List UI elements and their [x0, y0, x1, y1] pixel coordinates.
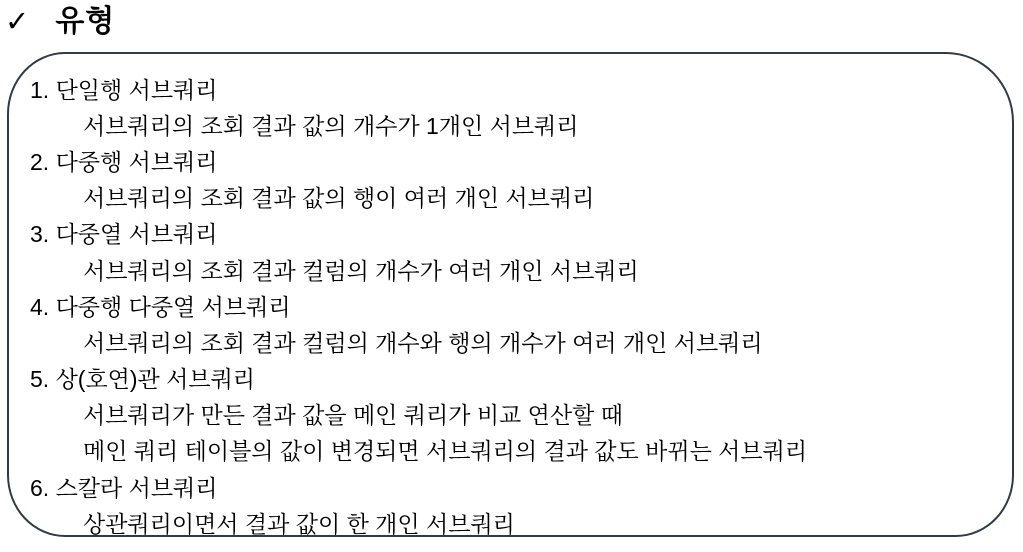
list-item-description: 서브쿼리의 조회 결과 값의 행이 여러 개인 서브쿼리	[83, 185, 595, 212]
list-item-label: 6. 스칼라 서브쿼리	[30, 474, 218, 501]
list-item-label: 1. 단일행 서브쿼리	[30, 76, 218, 103]
list-item-description: 메인 쿼리 테이블의 값이 변경되면 서브쿼리의 결과 값도 바뀌는 서브쿼리	[83, 438, 808, 465]
list-item-label: 2. 다중행 서브쿼리	[30, 148, 218, 175]
page-header	[5, 0, 115, 44]
list-item-description: 서브쿼리의 조회 결과 컬럼의 개수가 여러 개인 서브쿼리	[83, 257, 639, 284]
list-item-description: 서브쿼리가 만든 결과 값을 메인 쿼리가 비교 연산할 때	[83, 402, 623, 429]
list-item-label: 4. 다중행 다중열 서브쿼리	[30, 293, 291, 320]
list-item-description: 상관쿼리이면서 결과 값이 한 개인 서브쿼리	[83, 510, 515, 537]
list-item-description: 서브쿼리의 조회 결과 값의 개수가 1개인 서브쿼리	[83, 112, 579, 139]
check-icon: ✓	[5, 5, 30, 38]
list-item-description: 서브쿼리의 조회 결과 컬럼의 개수와 행의 개수가 여러 개인 서브쿼리	[83, 329, 763, 356]
list-item-label: 5. 상(호연)관 서브쿼리	[30, 366, 256, 393]
page-title: 유형	[55, 5, 116, 38]
list-item-label: 3. 다중열 서브쿼리	[30, 221, 218, 248]
content-box	[7, 52, 1014, 537]
